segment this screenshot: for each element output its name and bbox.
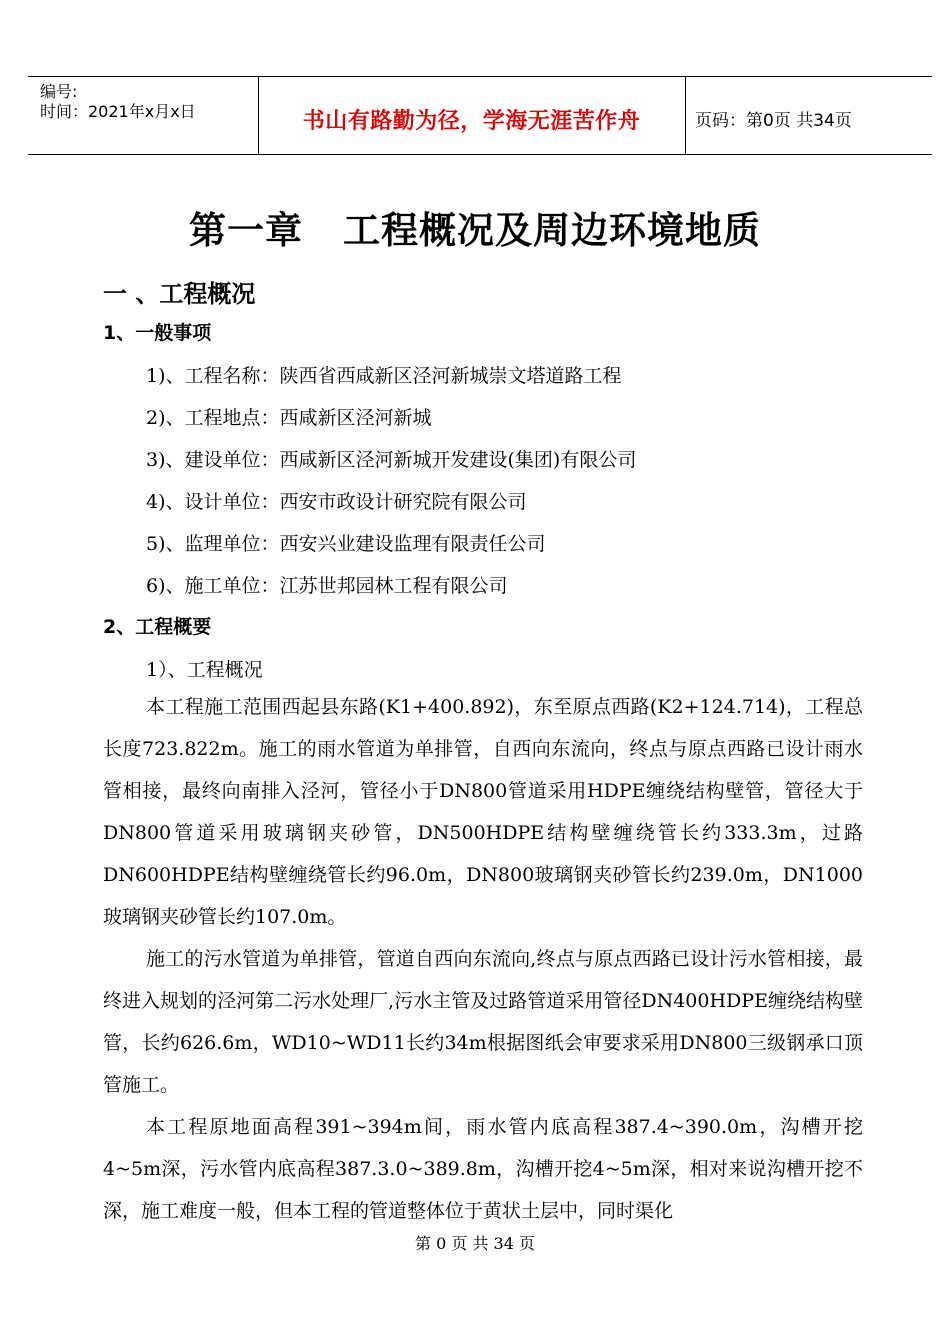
- list-item: 1)、工程名称：陕西省西咸新区泾河新城崇文塔道路工程: [146, 365, 622, 387]
- header-motto: 书山有路勤为径，学海无涯苦作舟: [302, 109, 641, 134]
- page-header: [28, 76, 932, 156]
- header-number: 编号:: [40, 82, 78, 101]
- list-item: 4)、设计单位：西安市政设计研究院有限公司: [146, 491, 527, 513]
- list-item: 6)、施工单位：江苏世邦园林工程有限公司: [146, 575, 508, 597]
- header-page-number: 页码：第0页 共34页: [695, 111, 852, 131]
- list-item: 2)、工程地点：西咸新区泾河新城: [146, 407, 432, 429]
- chapter-name: 工程概况及周边环境地质: [343, 209, 761, 252]
- chapter-title: [0, 200, 950, 254]
- body-paragraph: 本工程施工范围西起县东路(K1+400.892)，东至原点西路(K2+124.714)，工程总长度723.822m。施工的雨水管道为单排管，自西向东流向，终点与原点西路已设计雨水管相接，最终向南排入泾河，管径小于DN800管道采用HDPE缠绕结构壁管，管径大于DN800管道采用玻璃钢夹砂管，DN500HDPE结构壁缠绕管长约333.3m，过路DN600HDPE结构壁缠绕管长约96.0m，DN800玻璃钢夹砂管长约239.0m，DN1000玻璃钢夹砂管长约107.0m。: [103, 696, 863, 928]
- list-item: 3)、建设单位：西咸新区泾河新城开发建设(集团)有限公司: [146, 449, 637, 471]
- header-time: 时间：2021年x月x日: [40, 102, 196, 121]
- list-item: 5)、监理单位：西安兴业建设监理有限责任公司: [146, 533, 546, 555]
- body-paragraph: 本工程原地面高程391~394m间，雨水管内底高程387.4~390.0m，沟槽开挖4~5m深，污水管内底高程387.3.0~389.8m，沟槽开挖4~5m深，相对来说沟槽开挖不深，施工难度一般，但本工程的管道整体位于黄状土层中，同时渠化: [103, 1116, 863, 1222]
- header-divider-right: [685, 76, 686, 155]
- header-top-rule: [28, 76, 932, 77]
- section-heading: 一 、工程概况: [103, 280, 256, 308]
- chapter-number: 第一章: [189, 209, 303, 252]
- page-footer: 第 0 页 共 34 页: [415, 1234, 535, 1253]
- header-bottom-rule: [28, 154, 932, 155]
- overview-item: 1）、工程概况: [146, 659, 263, 681]
- body-paragraph: 施工的污水管道为单排管，管道自西向东流向,终点与原点西路已设计污水管相接，最终进入规划的泾河第二污水处理厂,污水主管及过路管道采用管径DN400HDPE缠绕结构壁管，长约626.6m，WD10~WD11长约34m根据图纸会审要求采用DN800三级钢承口顶管施工。: [103, 948, 863, 1096]
- subsection-heading-general: 1、一般事项: [103, 322, 212, 344]
- subsection-heading-overview: 2、工程概要: [103, 616, 212, 638]
- header-meta: [40, 82, 196, 122]
